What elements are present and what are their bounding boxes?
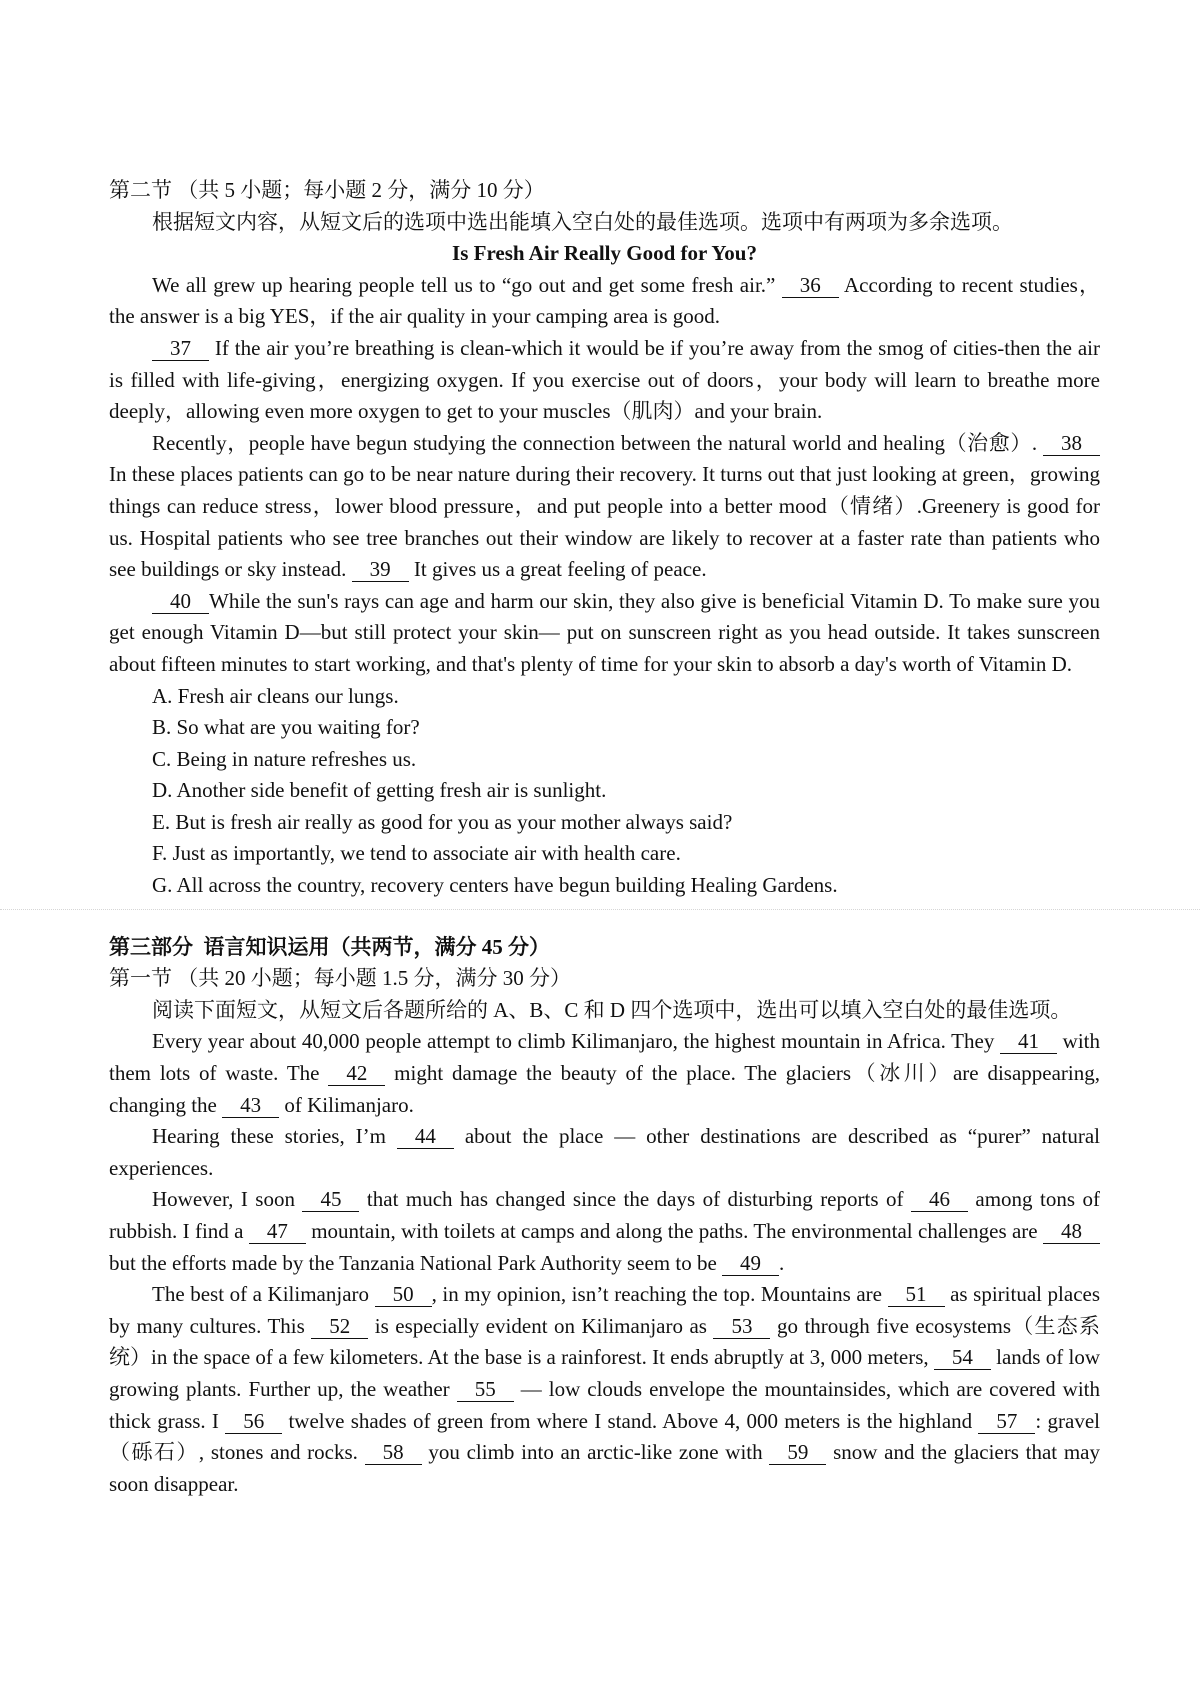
option-a: A. Fresh air cleans our lungs. <box>152 683 399 708</box>
passage-text: that much has changed since the days of disturbing reports of <box>359 1187 911 1212</box>
passage-text: about the place — other destinations are described as “purer” natural experiences. <box>109 1124 1100 1180</box>
passage-text: lands of low growing plants. Further up, the weather <box>109 1345 1100 1401</box>
section-instructions: 根据短文内容，从短文后的选项中选出能填入空白处的最佳选项。选项中有两项为多余选项。 <box>152 209 1013 234</box>
passage-text: The best of a Kilimanjaro <box>152 1282 375 1307</box>
passage-text: According to recent studies，the answer is a big YES，if the air quality in your camping area is good. <box>109 272 1100 329</box>
section-heading: 第二节 （共 5 小题；每小题 2 分，满分 10 分） <box>109 178 545 202</box>
passage-paragraph <box>109 333 1100 428</box>
section-instructions: 阅读下面短文，从短文后各题所给的 A、B、C 和 D 四个选项中，选出可以填入空白处的最佳选项。 <box>152 997 1072 1022</box>
passage-text: with them lots of waste. The <box>109 1029 1101 1086</box>
page-content <box>109 175 1100 1500</box>
reading-section-2 <box>109 175 1100 902</box>
passage-text: If the air you’re breathing is clean-which it would be if you’re away from the smog of cities-then the air is filled with life-giving，energizing oxygen. If you exercise out of doors，your body will learn to breathe more deeply，allowing even more oxygen to get to your muscles（肌肉）and your brain. <box>109 335 1100 424</box>
passage-text: Every year about 40,000 people attempt to climb Kilimanjaro, the highest mountain in Africa. They <box>152 1029 1000 1054</box>
passage-text: might damage the beauty of the place. The glaciers（冰川）are disappearing, changing the <box>109 1061 1100 1117</box>
passage-text: Recently，people have begun studying the connection between the natural world and healing（治愈）. <box>152 430 1043 455</box>
passage-text: However, I soon <box>152 1187 303 1212</box>
part-heading: 第三部分 语言知识运用（共两节，满分 45 分） <box>109 934 550 959</box>
passage-text: We all grew up hearing people tell us to “go out and get some fresh air.” <box>152 272 782 297</box>
answer-blank-58: 58 <box>365 1440 422 1465</box>
passage-paragraph <box>109 1184 1100 1279</box>
passage-paragraph <box>109 586 1100 681</box>
passage-title: Is Fresh Air Really Good for You? <box>452 241 757 266</box>
passage-text: mountain, with toilets at camps and along the paths. The environmental challenges are <box>305 1219 1043 1243</box>
option-d: D. Another side benefit of getting fresh air is sunlight. <box>152 778 607 803</box>
passage-text: . <box>779 1250 785 1275</box>
passage-text: Hearing these stories, I’m <box>152 1124 397 1149</box>
answer-blank-59: 59 <box>769 1440 826 1465</box>
answer-blank-56: 56 <box>225 1409 282 1434</box>
passage-text: , in my opinion, isn’t reaching the top. Mountains are <box>431 1282 888 1307</box>
passage-text: is especially evident on Kilimanjaro as <box>368 1313 714 1338</box>
answer-blank-51: 51 <box>888 1282 945 1307</box>
passage-paragraph <box>109 270 1100 333</box>
passage-text: In these places patients can go to be near nature during their recovery. It turns out that just looking at green，growing things can reduce stress，lower blood pressure，and put people into a better mood（情绪）.Greenery is good for us. Hospital patients who see tree branches out their window are likely to recover at a faster rate than patients who see buildings or sky instead. <box>109 462 1100 582</box>
answer-blank-43: 43 <box>222 1093 279 1118</box>
answer-blank-41: 41 <box>1000 1029 1057 1054</box>
passage-text: — low clouds envelope the mountainsides, which are covered with thick grass. I <box>109 1376 1100 1433</box>
passage-text: snow and the glaciers that may soon disappear. <box>109 1440 1100 1496</box>
answer-blank-40: 40 <box>152 589 209 614</box>
answer-blank-50: 50 <box>375 1282 432 1307</box>
section-heading: 第一节 （共 20 小题；每小题 1.5 分，满分 30 分） <box>109 966 571 991</box>
passage-text: twelve shades of green from where I stand. Above 4, 000 meters is the highland <box>282 1408 979 1433</box>
option-f: F. Just as importantly, we tend to associate air with health care. <box>152 841 681 866</box>
answer-blank-37: 37 <box>152 336 209 361</box>
passage-text: as spiritual places by many cultures. This <box>109 1282 1101 1338</box>
options-list <box>109 681 1100 902</box>
passage-text: While the sun's rays can age and harm our skin, they also give is beneficial Vitamin D. To make sure you get enough Vitamin D—but still protect your skin— put on sunscreen right as you head outside. It takes sunscreen about fifteen minutes to start working, and that's plenty of time for your skin to absorb a day's worth of Vitamin D. <box>109 588 1100 676</box>
answer-blank-46: 46 <box>911 1187 968 1212</box>
option-e: E. But is fresh air really as good for you as your mother always said? <box>152 809 733 834</box>
answer-blank-55: 55 <box>457 1377 514 1402</box>
language-use-part-3 <box>109 932 1100 1501</box>
passage-paragraph <box>109 1121 1100 1184</box>
passage-paragraph <box>109 1026 1100 1121</box>
answer-blank-54: 54 <box>934 1345 991 1370</box>
answer-blank-38: 38 <box>1043 431 1100 456</box>
answer-blank-49: 49 <box>722 1251 779 1276</box>
passage-text: : gravel（砾石）, stones and rocks. <box>109 1408 1100 1465</box>
answer-blank-45: 45 <box>302 1187 359 1212</box>
passage-paragraph <box>109 428 1100 586</box>
cloze-passage-body <box>109 1026 1100 1500</box>
answer-blank-39: 39 <box>352 557 409 582</box>
answer-blank-48: 48 <box>1043 1219 1100 1244</box>
answer-blank-53: 53 <box>713 1314 770 1339</box>
option-b: B. So what are you waiting for? <box>152 715 420 740</box>
option-c: C. Being in nature refreshes us. <box>152 746 417 771</box>
answer-blank-57: 57 <box>978 1409 1035 1434</box>
option-g: G. All across the country, recovery centers have begun building Healing Gardens. <box>152 873 838 898</box>
answer-blank-36: 36 <box>782 273 839 298</box>
answer-blank-47: 47 <box>249 1219 306 1244</box>
passage-body <box>109 270 1100 681</box>
answer-blank-44: 44 <box>397 1124 454 1149</box>
passage-text: but the efforts made by the Tanzania National Park Authority seem to be <box>109 1250 723 1275</box>
passage-text: you climb into an arctic-like zone with <box>421 1440 770 1465</box>
passage-text: go through five ecosystems（生态系统）in the space of a few kilometers. At the base is a rainforest. It ends abruptly at 3, 000 meters, <box>109 1313 1101 1370</box>
passage-paragraph <box>109 1279 1100 1500</box>
passage-text: It gives us a great feeling of peace. <box>408 557 707 582</box>
answer-blank-52: 52 <box>311 1314 368 1339</box>
answer-blank-42: 42 <box>328 1061 385 1086</box>
passage-text: among tons of rubbish. I find a <box>109 1187 1100 1243</box>
passage-text: of Kilimanjaro. <box>279 1092 414 1117</box>
